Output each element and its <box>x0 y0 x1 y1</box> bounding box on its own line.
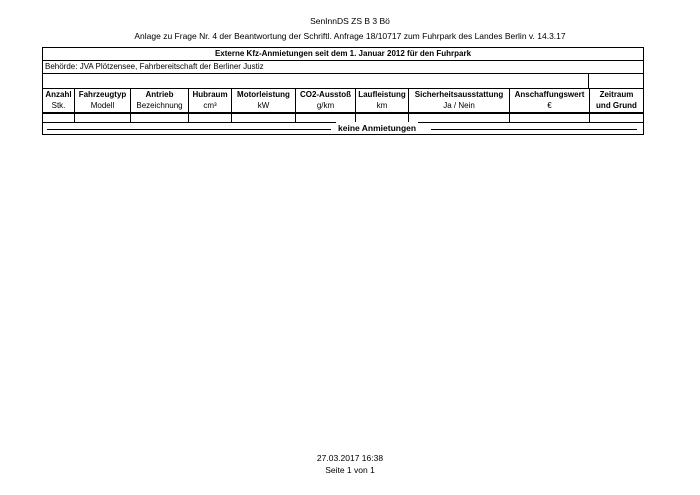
unit-motorleistung: kW <box>232 100 296 112</box>
col-header-zeitraum: Zeitraum <box>599 90 634 99</box>
col-header-laufleistung: Laufleistung <box>356 89 409 100</box>
unit-laufleistung: km <box>356 100 409 112</box>
rental-table <box>42 47 644 135</box>
dash-line <box>431 129 637 130</box>
table-cell <box>131 114 189 122</box>
table-cell <box>189 114 232 122</box>
authority-label: Behörde: JVA Plötzensee, Fahrbereitschaft der Berliner Justiz <box>43 61 643 74</box>
col-header-antrieb: Antrieb <box>131 89 189 100</box>
table-title: Externe Kfz-Anmietungen seit dem 1. Januar 2012 für den Fuhrpark <box>43 48 643 61</box>
table-cell <box>75 114 131 122</box>
footer-timestamp: 27.03.2017 16:38 <box>316 453 384 463</box>
spacer-cell <box>589 74 643 88</box>
col-header-co2: CO2-Ausstoß <box>296 89 356 100</box>
table-cell <box>43 114 75 122</box>
unit-sicherheit: Ja / Nein <box>409 100 510 112</box>
dash-line <box>47 129 331 130</box>
column-header-row <box>43 88 643 100</box>
col-header-hubraum: Hubraum <box>189 89 232 100</box>
spacer-cell <box>43 74 589 88</box>
document-header-ref: SenInnDS ZS B 3 Bö <box>310 16 390 26</box>
spacer-row <box>43 74 643 88</box>
unit-antrieb: Bezeichnung <box>131 100 189 112</box>
document-header-subtitle: Anlage zu Frage Nr. 4 der Beantwortung der Schriftl. Anfrage 18/10717 zum Fuhrpark des Landes Berlin v. 14.3.17 <box>134 31 566 41</box>
col-header-motorleistung: Motorleistung <box>232 89 296 100</box>
table-cell <box>356 114 409 122</box>
col-header-anzahl: Anzahl <box>43 89 75 100</box>
unit-fahrzeugtyp: Modell <box>75 100 131 112</box>
col-header-anschaffungswert: Anschaffungswert <box>510 89 590 100</box>
no-rentals-label: keine Anmietungen <box>338 123 417 133</box>
table-cell <box>296 114 356 122</box>
unit-co2: g/km <box>296 100 356 112</box>
unit-zeitraum: und Grund <box>596 101 637 110</box>
unit-anschaffungswert: € <box>510 100 590 112</box>
table-cell <box>232 114 296 122</box>
unit-row <box>43 100 643 113</box>
unit-anzahl: Stk. <box>43 100 75 112</box>
table-cell <box>510 114 590 122</box>
no-rentals-row <box>43 123 643 134</box>
col-header-sicherheit: Sicherheitsausstattung <box>409 89 510 100</box>
unit-hubraum: cm³ <box>189 100 232 112</box>
footer-page-number: Seite 1 von 1 <box>325 465 375 475</box>
table-cell <box>409 114 510 122</box>
table-cell <box>590 114 643 122</box>
col-header-fahrzeugtyp: Fahrzeugtyp <box>75 89 131 100</box>
